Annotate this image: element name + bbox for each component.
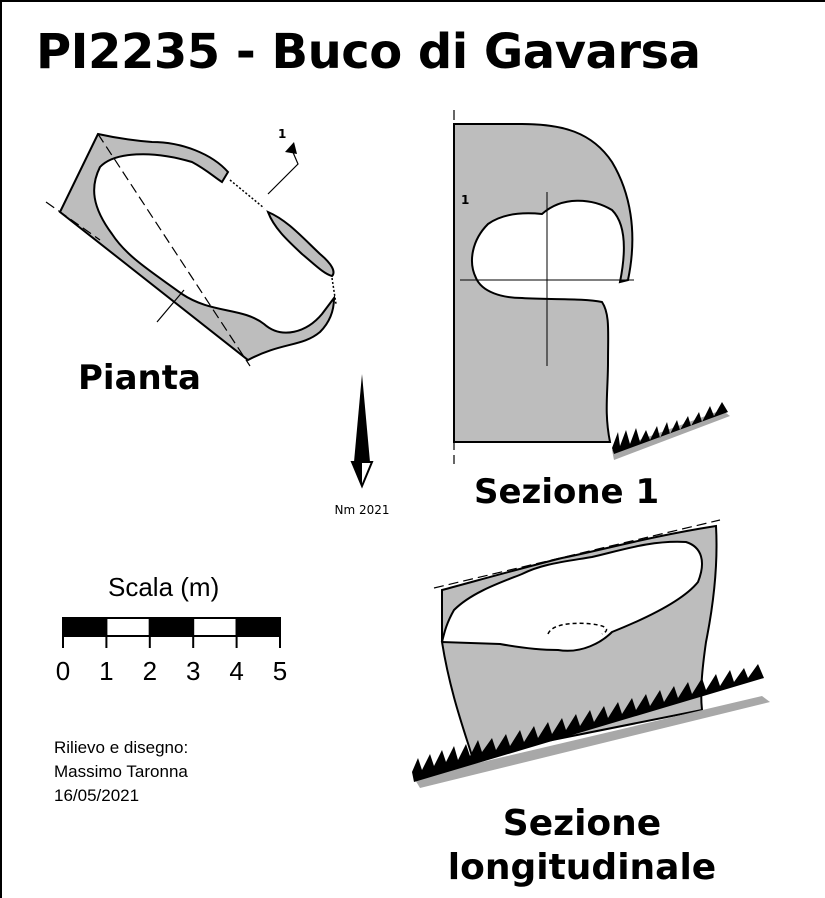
- scale-bar: [56, 618, 287, 686]
- section1-drawing: [454, 110, 730, 464]
- scale-label-0: 0: [55, 656, 71, 686]
- scale-label-2: 2: [142, 656, 158, 686]
- author-line-2: Massimo Taronna: [54, 762, 188, 781]
- section1-marker: 1: [461, 193, 470, 207]
- plan-drop-hatch: [230, 180, 264, 208]
- scale-segment-2: [106, 618, 149, 636]
- plan-section-arrow-head: [285, 142, 297, 154]
- plan-passage-wall: [268, 212, 334, 276]
- scale-segment-4: [193, 618, 236, 636]
- author-line-3: 16/05/2021: [54, 786, 140, 805]
- scale-label-4: 4: [229, 656, 244, 686]
- plan-drawing: [46, 127, 336, 366]
- plan-label: Pianta: [78, 358, 201, 398]
- scale-label-1: 1: [99, 656, 114, 686]
- plan-section-marker: 1: [278, 127, 287, 141]
- plan-section-arrow: [268, 150, 298, 194]
- section1-grass: [612, 402, 728, 454]
- plan-rock-fill: [60, 134, 334, 360]
- north-arrow-shaft: [354, 374, 370, 462]
- longitudinal-drawing: [412, 520, 770, 788]
- north-arrow: [334, 374, 389, 517]
- longitudinal-label: Sezione longitudinale: [447, 803, 717, 888]
- scale-title: Scala (m): [108, 572, 220, 602]
- author-block: [54, 736, 188, 808]
- north-arrow-label: Nm 2021: [334, 503, 390, 517]
- section1-rock-fill: [454, 124, 632, 442]
- scale-segment-3: [150, 618, 193, 636]
- longitudinal-sump-outline: [548, 623, 607, 634]
- page-title: PI2235 - Buco di Gavarsa: [36, 24, 701, 80]
- scale-label-3: 3: [185, 656, 201, 686]
- author-line-1: Rilievo e disegno:: [54, 738, 189, 757]
- section1-label: Sezione 1: [474, 472, 660, 512]
- scale-label-5: 5: [272, 656, 288, 686]
- scale-segment-1: [63, 618, 106, 636]
- scale-segment-5: [237, 618, 280, 636]
